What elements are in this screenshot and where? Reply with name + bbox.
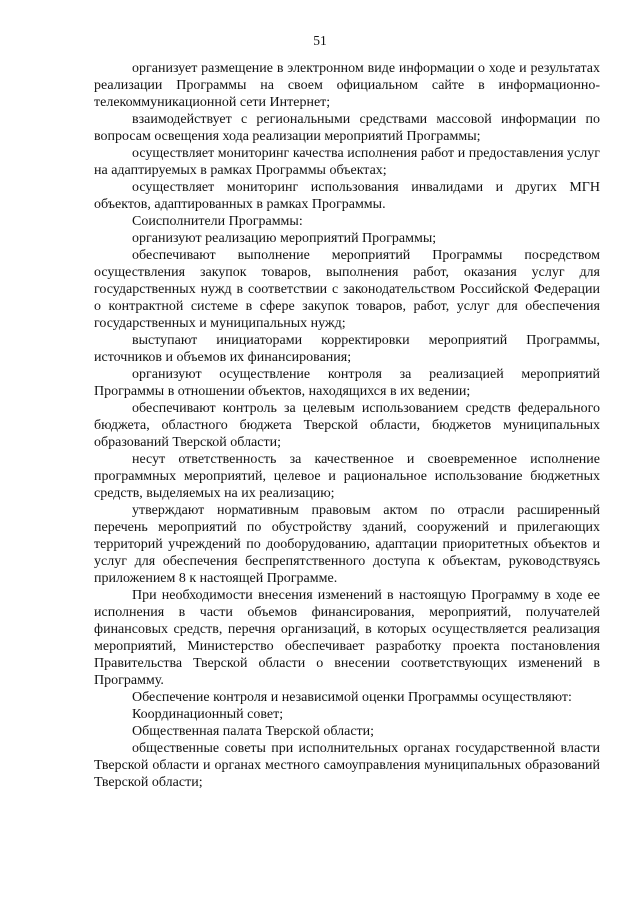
paragraph: взаимодействует с региональными средствами массовой информации по вопросам освещения хода реализации мероприятий Программы; [94,112,600,144]
paragraph: организуют осуществление контроля за реализацией мероприятий Программы в отношении объектов, находящихся в их ведении; [94,367,600,399]
paragraph: осуществляет мониторинг использования инвалидами и других МГН объектов, адаптированных в рамках Программы. [94,180,600,212]
paragraph: осуществляет мониторинг качества исполнения работ и предоставления услуг на адаптируемых в рамках Программы объектах; [94,146,600,178]
paragraph: При необходимости внесения изменений в настоящую Программу в ходе ее исполнения в части объемов финансирования, мероприятий, получателей финансовых средств, перечня организаций, в которых осуществляется реализация мероприятий, Министерство обеспечивает разработку проекта постановления Правительства Тверской области о внесении соответствующих изменений в Программу. [94,588,600,688]
paragraph: Общественная палата Тверской области; [132,724,375,739]
paragraph: выступают инициаторами корректировки мероприятий Программы, источников и объемов их финансирования; [94,333,600,365]
paragraph: утверждают нормативным правовым актом по отрасли расширенный перечень мероприятий по обустройству зданий, сооружений и прилегающих территорий учреждений по дооборудованию, адаптации приоритетных объектов и услуг для обеспечения беспрепятственного доступа к объектам, руководствуясь приложением 8 к настоящей Программе. [94,503,600,586]
paragraph: Координационный совет; [132,707,284,722]
document-body [94,60,600,791]
paragraph: организуют реализацию мероприятий Программы; [132,231,437,246]
paragraph: Соисполнители Программы: [132,214,303,229]
paragraph: несут ответственность за качественное и своевременное исполнение программных мероприятий, целевое и рациональное использование бюджетных средств, выделяемых на их реализацию; [94,452,600,501]
paragraph: обеспечивают контроль за целевым использованием средств федерального бюджета, областного бюджета Тверской области, бюджетов муниципальных образований Тверской области; [94,401,600,450]
paragraph: организует размещение в электронном виде информации о ходе и результатах реализации Программы на своем официальном сайте в информационно-телекоммуникационной сети Интернет; [94,61,600,110]
page-number: 51 [313,33,327,48]
paragraph: общественные советы при исполнительных органах государственной власти Тверской области и органах местного самоуправления муниципальных образований Тверской области; [94,741,600,790]
paragraph: обеспечивают выполнение мероприятий Программы посредством осуществления закупок товаров, выполнения работ, оказания услуг для государственных нужд в соответствии с законодательством Российской Федерации о контрактной системе в сфере закупок товаров, работ, услуг для обеспечения государственных и муниципальных нужд; [94,248,600,331]
paragraph: Обеспечение контроля и независимой оценки Программы осуществляют: [132,690,572,705]
